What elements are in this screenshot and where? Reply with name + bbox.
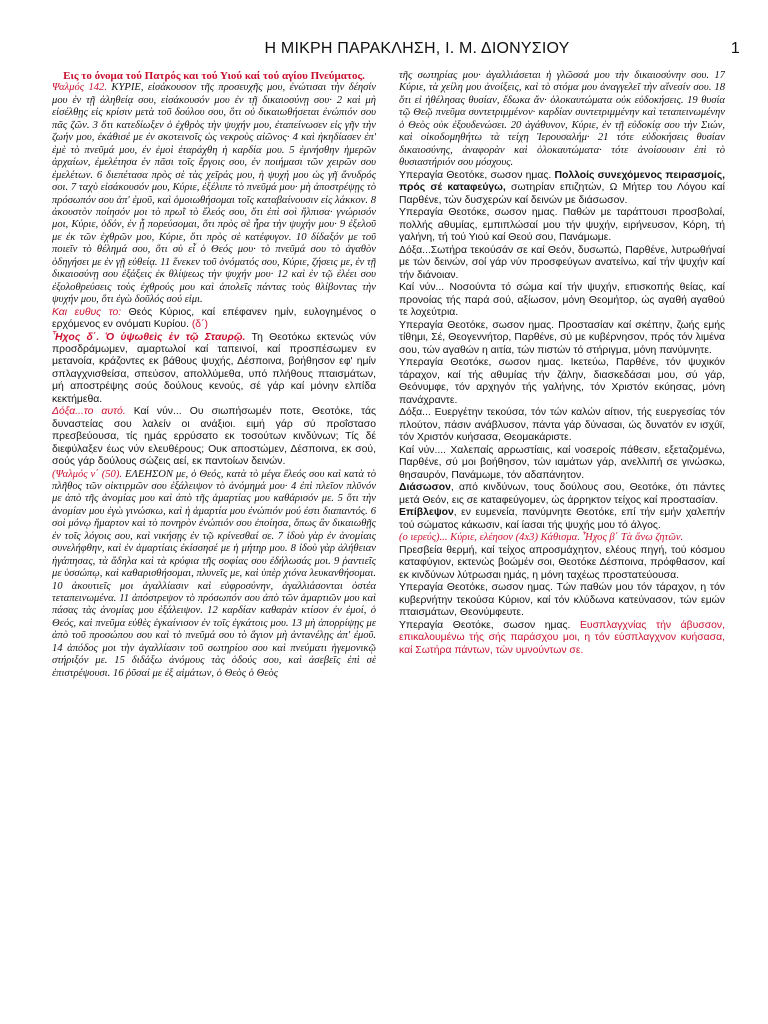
- kyrie-kathisma-label: (ο ιερεύς)... Κύριε, ελέησον (4x3) Κάθισμα. Ἦχος β΄ Τὰ ἄνω ζητῶν.: [399, 532, 684, 544]
- troparion-r10: [399, 507, 725, 532]
- troparion-r4: Καί νύν... Νοσούντα τό σώμα καί τήν ψυχήν, επισκοπής θείας, καί προνοίας τής παρά σού, αξίωσον, μόνη Θεομήτορ, ώς αγαθή αγαθού τε λοχεύτρια.: [399, 282, 725, 319]
- psalm-50: [52, 469, 376, 681]
- troparion-r9: [399, 482, 725, 507]
- theos-kyrios-text: Θεός Κύριος, καί επέφανεν ημίν, ευλογημένος ο ερχόμενος εν ονόματι Κυρίου.: [52, 306, 376, 331]
- psalm-50-text: ΕΛΕΗΣΟΝ με, ὁ Θεός, κατὰ τὸ μέγα ἔλεός σου καὶ κατὰ τὸ πλῆθος τῶν οἰκτιρμῶν σου ἐξάλειψον τὸ ἀνόμημά μου· 4 ἐπὶ πλεῖον πλῦνόν με ἀπὸ τῆς ἀνομίας μου καὶ ἀπὸ τῆς ἁμαρτίας μου καθάρισόν με. 5 ὅτι τὴν ἀνομίαν μου ἐγὼ γινώσκω, καὶ ἡ ἁμαρτία μου ἐνώπιόν μού ἐστι διαπαντός. 6 σοὶ μόνῳ ἥμαρτον καὶ τὸ πονηρὸν ἐνώπιόν σου ἐποίησα, ὅπως ἂν δικαιωθῇς ἐν τοῖς λόγοις σου, καὶ νικήσῃς ἐν τῷ κρίνεσθαί σε. 7 ἰδοὺ γὰρ ἐν ἀνομίαις συνελήφθην, καὶ ἐν ἁμαρτίαις ἐκίσσησέ με ἡ μήτηρ μου. 8 ἰδοὺ γὰρ ἀλήθειαν ἠγάπησας, τὰ ἄδηλα καὶ τὰ κρύφια τῆς σοφίας σου ἐδήλωσάς μοι. 9 ῥαντιεῖς με ὑσσώπῳ, καὶ καθαρισθήσομαι, πλυνεῖς με, καὶ ὑπὲρ χιόνα λευκανθήσομαι. 10 ἀκουτιεῖς μοι ἀγαλλίασιν καὶ εὐφροσύνην, ἀγαλλιάσονται ὀστέα τεταπεινωμένα. 11 ἀπόστρεψον τὸ πρόσωπόν σου ἀπὸ τῶν ἁμαρτιῶν μου καὶ πάσας τὰς ἀνομίας μου ἐξάλειψον. 12 καρδίαν καθαρὰν κτίσον ἐν ἐμοί, ὁ Θεός, καὶ πνεῦμα εὐθὲς ἐγκαίνισον ἐν τοῖς ἐγκάτοις μου. 13 μὴ ἀπορρίψῃς με ἀπὸ τοῦ προσώπου σου καὶ τὸ πνεῦμά σου τὸ ἅγιον μὴ ἀντανέλῃς ἀπ' ἐμοῦ. 14 ἀπόδος μοι τὴν ἀγαλλίασιν τοῦ σωτηρίου σου καὶ πνεύματι ἡγεμονικῷ στήριξόν με. 15 διδάξω ἀνόμους τὰς ὁδούς σου, καὶ ἀσεβεῖς ἐπὶ σὲ ἐπιστρέψουσι. 16 ῥῦσαί με ἐξ αἱμάτων, ὁ Θεὸς ὁ Θεὸς: [52, 468, 376, 679]
- psalm-142-text: ΚΥΡΙΕ, εἰσάκουσον τῆς προσευχῆς μου, ἐνώτισαι τὴν δέησίν μου ἐν τῇ ἀληθείᾳ σου, εἰσάκουσόν μου ἐν τῇ δικαιοσύνῃ σου· 2 καὶ μὴ εἰσέλθῃς εἰς κρίσιν μετὰ τοῦ δούλου σου, ὅτι οὐ δικαιωθήσεται ἐνώπιόν σου πᾶς ζῶν. 3 ὅτι κατεδίωξεν ὁ ἐχθρὸς τὴν ψυχήν μου, ἐταπείνωσεν εἰς γῆν τὴν ζωήν μου, ἐκάθισέ με ἐν σκοτεινοῖς ὡς νεκροὺς αἰῶνος· 4 καὶ ἠκηδίασεν ἐπ' ἐμὲ τὸ πνεῦμά μου, ἐν ἐμοὶ ἐταράχθη ἡ καρδία μου. 5 ἐμνήσθην ἡμερῶν ἀρχαίων, ἐμελέτησα ἐν πᾶσι τοῖς ἔργοις σου, ἐν ποιήμασι τῶν χειρῶν σου ἐμελέτων. 6 διεπέτασα πρὸς σὲ τὰς χεῖράς μου, ἡ ψυχή μου ὡς γῆ ἄνυδρός σοι. 7 ταχὺ εἰσάκουσόν μου, Κύριε, ἐξέλιπε τὸ πνεῦμά μου· μὴ ἀποστρέψῃς τὸ πρόσωπόν σου ἀπ' ἐμοῦ, καὶ ὁμοιωθήσομαι τοῖς καταβαίνουσιν εἰς λάκκον. 8 ἀκουστὸν ποίησόν μοι τὸ πρωῒ τὸ ἔλεός σου, ὅτι ἐπὶ σοὶ ἤλπισα· γνώρισόν μοι, Κύριε, ὁδόν, ἐν ᾗ πορεύσομαι, ὅτι πρὸς σὲ ἦρα τὴν ψυχήν μου· 9 ἐξελοῦ με ἐκ τῶν ἐχθρῶν μου, Κύριε, ὅτι πρὸς σὲ κατέφυγον. 10 δίδαξόν με τοῦ ποιεῖν τὸ θέλημά σου, ὅτι σὺ εἶ ὁ Θεός μου· τὸ πνεῦμά σου τὸ ἀγαθὸν ὁδηγήσει με ἐν γῇ εὐθείᾳ. 11 ἕνεκεν τοῦ ὀνόματός σου, Κύριε, ζήσεις με, ἐν τῇ δικαιοσύνῃ σου ἐξάξεις ἐκ θλίψεως τὴν ψυχήν μου· 12 καὶ ἐν τῷ ἐλέει σου ἐξολοθρεύσεις τοὺς ἐχθρούς μου καὶ ἀπολεῖς πάντας τοὺς θλίβοντας τὴν ψυχήν μου, ὅτι ἐγὼ δοῦλός σού εἰμι.: [52, 82, 376, 306]
- troparion-r11: Πρεσβεία θερμή, καί τείχος απροσμάχητον, ελέους πηγή, τού κόσμου καταφύγιον, εκτενώς βοώμέν σοι, Θεοτόκε Δέσποινα, πρόφθασον, καί εκ κινδύνων λύτρωσαι ημάς, η μόνη ταχέως προστατεύουσα.: [399, 544, 725, 581]
- page-number: 1: [730, 40, 740, 57]
- diasoson-word: Διάσωσον: [399, 482, 451, 494]
- troparion-r1-rest: σωτηρίαν επιζητών, Ω Μήτερ του Λόγου καί Παρθένε, τών δυσχερών καί δεινών με διάσωσον.: [399, 182, 725, 206]
- theos-kyrios: [52, 307, 376, 332]
- troparion-r13: [399, 620, 725, 658]
- hyperagia-13: Υπεραγία Θεοτόκε, σωσον ημας.: [399, 619, 571, 631]
- troparion-r12: Υπεραγία Θεοτόκε, σωσον ημας. Τών παθών μου τόν τάραχον, η τόν κυβερνήτην τεκούσα Κύριον, καί τόν κλύδωνα κατεύνασον, τών εμών πταισμάτων, Θεονύμφευτε.: [399, 582, 725, 619]
- troparion-2: [52, 406, 376, 468]
- troparion-r1: [399, 170, 725, 208]
- psalm-142: [52, 82, 376, 306]
- invocation-heading: Εις το όνομα τού Πατρός και τού Υιού καί τού αγίου Πνεύματος.: [63, 70, 365, 82]
- troparion-r8: Καί νύν.... Χαλεπαίς αρρωστίαις, καί νοσεροίς πάθεσιν, εξεταζομένω, Παρθένε, σύ μοι βοήθησον, τών ιαμάτων γάρ, ανελλιπή σε γινώσκω, θησαυρόν, Πανάμωμε, τόν αδαπάνητον.: [399, 444, 725, 481]
- psalm-50-label: (Ψαλμός ν΄ (50).: [52, 468, 123, 480]
- ichos-label: Ἦχος δ΄. Ὁ ὑψωθεὶς ἐν τῷ Σταυρῷ.: [52, 331, 246, 343]
- troparion-r5: Υπεραγία Θεοτόκε, σωσον ημας. Προστασίαν καί σκέπην, ζωής εμής τίθημι, Σέ, Θεογεννήτορ, Παρθένε, σύ με κυβέρνησον, πρός τόν λιμένα σου, τών αγαθών η αιτία, τών πιστών τό στήριγμα, μόνη πανύμνητε.: [399, 319, 725, 356]
- troparion-r3: Δόξα...Σωτήρα τεκούσάν σε καί Θεόν, δυσωπώ, Παρθένε, λυτρωθήναί με τών δεινών, σοί γάρ νύν προσφεύγων ανατείνω, καί τήν ψυχήν καί τήν διάνοιαν.: [399, 244, 725, 281]
- troparion-r2: Υπεραγία Θεοτόκε, σωσον ημας. Παθών με ταράττουσι προσβολαί, πολλής αθυμίας, εμπιπλώσαί μου τήν ψυχήν, ειρήνευσον, Κόρη, τή γαλήνη, τή τού Υιού καί Θεού σου, Πανάμωμε.: [399, 207, 725, 244]
- tone-mark: (δ΄): [191, 319, 208, 331]
- troparion-r13-red: Ευσπλαγχνίας τήν άβυσσον, επικαλουμένω τής σής παράσχου μοι, η τόν εύσπλαγχνον κυήσασα, καί Σωτήρα πάντων, τών υμνούντων σε.: [399, 619, 725, 656]
- right-column: [399, 70, 725, 1020]
- troparion-1-text: Τη Θεοτόκω εκτενώς νύν προσδράμωμεν, αμαρτωλοί καί ταπεινοί, καί προσπέσωμεν εν μετανοία, κράζοντες εκ βάθους ψυχής, Δέσποινα, βοήθησον εφ' ημίν σπλαγχνισθείσα, σπεύσον, απολλύμεθα, υπό πλήθους πταισμάτων, μή αποστρέψης σούς δούλους κενούς, σέ γάρ καί μόνην ελπίδα κεκτήμεθα.: [52, 331, 376, 405]
- troparion-r6: Υπεραγία Θεοτόκε, σωσον ημας. Ικετεύω, Παρθένε, τόν ψυχικόν τάραχον, καί τής αθυμίας τήν ζάλην, διασκεδάσαι μου, σύ γάρ, Θεόνυμφε, τόν αρχηγόν τής γαλήνης, τόν Χριστόν εκύησας, μόνη πανάχραντε.: [399, 357, 725, 406]
- page-header: [64, 40, 740, 58]
- epiblepson-word: Επίβλεψον: [399, 507, 454, 519]
- psalm-142-label: Ψαλμός 142.: [52, 82, 107, 94]
- psalm-50-continued: τῆς σωτηρίας μου· ἀγαλλιάσεται ἡ γλῶσσά μου τὴν δικαιοσύνην σου. 17 Κύριε, τὰ χείλη μου ἀνοίξεις, καὶ τὸ στόμα μου ἀναγγελεῖ τὴν αἴνεσίν σου. 18 ὅτι εἰ ἠθέλησας θυσίαν, ἔδωκα ἄν· ὁλοκαυτώματα οὐκ εὐδοκήσεις. 19 θυσία τῷ Θεῷ πνεῦμα συντετριμμένον· καρδίαν συντετριμμένην καὶ τεταπεινωμένην ὁ Θεὸς οὐκ ἐξουδενώσει. 20 ἀγάθυνον, Κύριε, ἐν τῇ εὐδοκίᾳ σου τὴν Σιών, καὶ οἰκοδομηθήτω τὰ τείχη Ἱερουσαλήμ· 21 τότε εὐδοκήσεις θυσίαν δικαιοσύνης, ἀναφορὰν καὶ ὁλοκαυτώματα· τότε ἀνοίσουσιν ἐπὶ τὸ θυσιαστήριόν σου μόσχους.: [399, 70, 725, 169]
- left-column: [52, 70, 376, 1010]
- troparion-r1-bold: Πολλοίς συνεχόμενος πειρασμοίς, πρός σέ καταφεύγω,: [399, 169, 725, 194]
- diasoson-text: , από κινδύνων, τους δούλους σου, Θεοτόκε, ότι πάντες μετά Θεόν, εις σε καταφεύγομεν, ώς άρρηκτον τείχος καί προστασίαν.: [399, 482, 725, 506]
- hyperagia-1: Υπεραγία Θεοτόκε, σωσον ημας.: [399, 169, 552, 181]
- troparion-r7: Δόξα... Ευεργέτην τεκούσα, τόν τών καλών αίτιον, τής ευεργεσίας τόν πλούτον, πάσιν ανάβλυσον, πάντα γάρ δύνασαι, ώς δυνατόν εν ισχύϊ, τόν Χριστόν κυήσασα, Θεομακάριστε.: [399, 407, 725, 444]
- troparion-2-text: Καί νύν... Ου σιωπήσωμέν ποτε, Θεοτόκε, τάς δυναστείας σου λαλείν οι ανάξιοι. ειμή γάρ σύ προΐστασο πρεσβεύουσα, τίς ημάς ερρύσατο εκ τοσούτων κινδύνων; Τίς δέ διεφύλαξεν έως νύν ελευθέρους; Ουκ αποστώμεν, Δέσποινα, εκ σού, σούς γάρ δούλους σώζεις αεί, εκ παντοίων δεινών.: [52, 406, 376, 468]
- page-title: Η ΜΙΚΡΗ ΠΑΡΑΚΛΗΣΗ, Ι. Μ. ΔΙΟΝΥΣΙΟΥ: [264, 40, 570, 57]
- troparion-1: [52, 332, 376, 407]
- doxa-label: Δόξα...το αυτό.: [52, 406, 126, 418]
- epiblepson-text: , εν ευμενεία, πανύμνητε Θεοτόκε, επί τήν εμήν χαλεπήν τού σώματος κάκωσιν, καί ίασαι τής ψυχής μου τό άλγος.: [399, 507, 725, 531]
- kai-euthys-label: Και ευθυς το:: [52, 306, 122, 318]
